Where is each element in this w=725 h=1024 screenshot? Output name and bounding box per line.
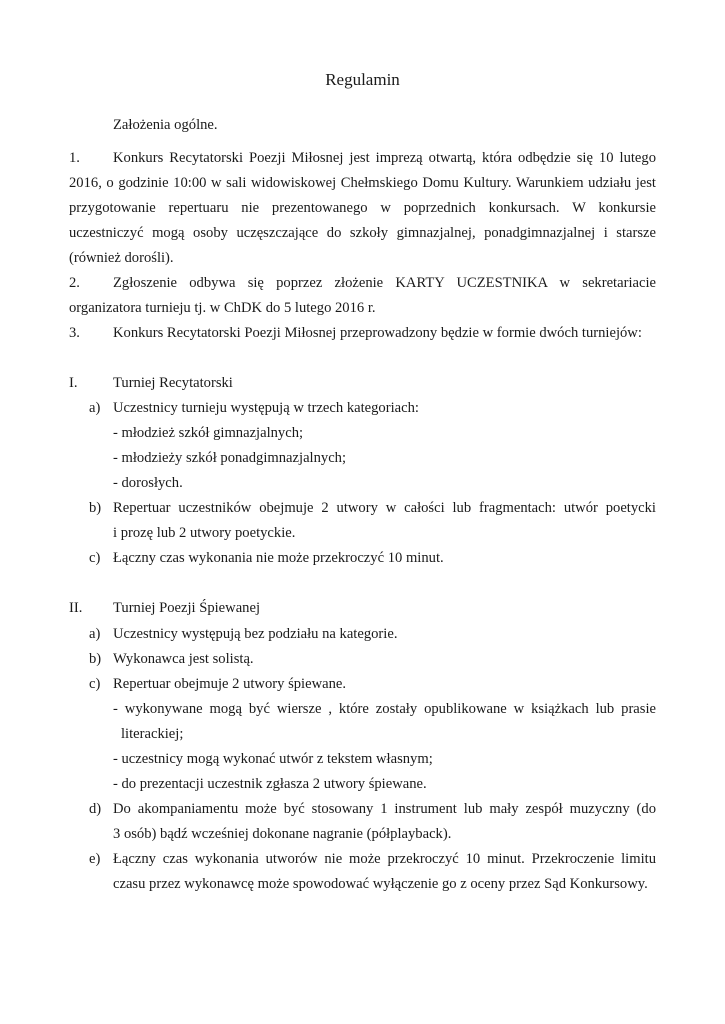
section-2-item-b-letter: b) <box>89 651 102 667</box>
general-3-number: 3. <box>69 325 80 341</box>
section-2-item-e-line-1: Łączny czas wykonania utworów nie może przekroczyć 10 minut. Przekroczenie limitu <box>113 851 656 867</box>
general-2-line-1: Zgłoszenie odbywa się poprzez złożenie KARTY UCZESTNIKA w sekretariacie <box>113 275 656 291</box>
section-2-item-c-line-4: - uczestnicy mogą wykonać utwór z tekstem własnym; <box>113 751 433 767</box>
intro-heading: Założenia ogólne. <box>113 117 218 133</box>
section-1-item-a-line-1: Uczestnicy turnieju występują w trzech kategoriach: <box>113 400 419 416</box>
general-2-number: 2. <box>69 275 80 291</box>
section-2-number: II. <box>69 600 83 616</box>
section-1-item-b-letter: b) <box>89 500 102 516</box>
section-1-item-a-letter: a) <box>89 400 101 416</box>
section-2-item-c-line-1: Repertuar obejmuje 2 utwory śpiewane. <box>113 676 347 692</box>
general-1-line-4: uczestniczyć mogą osoby uczęszczające do szkoły gimnazjalnej, ponadgimnazjalnej i starsze <box>69 225 656 241</box>
section-2-item-e-line-2: czasu przez wykonawcę może spowodować wyłączenie go z oceny przez Sąd Konkursowy. <box>113 876 648 892</box>
section-1-item-a-line-3: - młodzieży szkół ponadgimnazjalnych; <box>113 450 347 466</box>
general-1-line-1: Konkurs Recytatorski Poezji Miłosnej jest imprezą otwartą, która odbędzie się 10 lutego <box>113 150 656 166</box>
general-1-line-2: 2016, o godzinie 10:00 w sali widowiskowej Chełmskiego Domu Kultury. Warunkiem udziału jest <box>69 175 656 191</box>
general-1-line-5: (również dorośli). <box>69 250 174 266</box>
section-1-title: Turniej Recytatorski <box>113 375 233 391</box>
section-1-item-c-letter: c) <box>89 550 101 566</box>
section-1-item-b-line-1: Repertuar uczestników obejmuje 2 utwory w całości lub fragmentach: utwór poetycki <box>113 500 656 516</box>
section-1-item-a-line-2: - młodzież szkół gimnazjalnych; <box>113 425 304 441</box>
section-2-item-d-line-2: 3 osób) bądź wcześniej dokonane nagranie (półplayback). <box>113 826 452 842</box>
section-2-item-c-line-3: literackiej; <box>121 726 184 742</box>
section-2-title: Turniej Poezji Śpiewanej <box>113 600 261 616</box>
section-2-item-a-line-1: Uczestnicy występują bez podziału na kategorie. <box>113 626 398 642</box>
section-1-item-c-line-1: Łączny czas wykonania nie może przekroczyć 10 minut. <box>113 550 444 566</box>
section-2-item-d-line-1: Do akompaniamentu może być stosowany 1 instrument lub mały zespół muzyczny (do <box>113 801 656 817</box>
section-2-item-c-line-5: - do prezentacji uczestnik zgłasza 2 utwory śpiewane. <box>113 776 427 792</box>
section-2-item-b-line-1: Wykonawca jest solistą. <box>113 651 254 667</box>
section-2-item-c-letter: c) <box>89 676 101 692</box>
section-2-item-d-letter: d) <box>89 801 102 817</box>
section-1-item-a-line-4: - dorosłych. <box>113 475 183 491</box>
page-title: Regulamin <box>325 70 400 89</box>
section-2-item-c-line-2: - wykonywane mogą być wiersze , które zostały opublikowane w książkach lub prasie <box>113 701 656 717</box>
section-2-item-e-letter: e) <box>89 851 101 867</box>
section-1-item-b-line-2: i prozę lub 2 utwory poetyckie. <box>113 525 296 541</box>
section-1-number: I. <box>69 375 78 391</box>
section-2-item-a-letter: a) <box>89 626 101 642</box>
general-3-line-1: Konkurs Recytatorski Poezji Miłosnej przeprowadzony będzie w formie dwóch turniejów: <box>113 325 642 341</box>
general-1-number: 1. <box>69 150 80 166</box>
general-1-line-3: przygotowanie repertuaru nie prezentowanego w poprzednich konkursach. W konkursie <box>69 200 656 216</box>
general-2-line-2: organizatora turnieju tj. w ChDK do 5 lutego 2016 r. <box>69 300 376 316</box>
